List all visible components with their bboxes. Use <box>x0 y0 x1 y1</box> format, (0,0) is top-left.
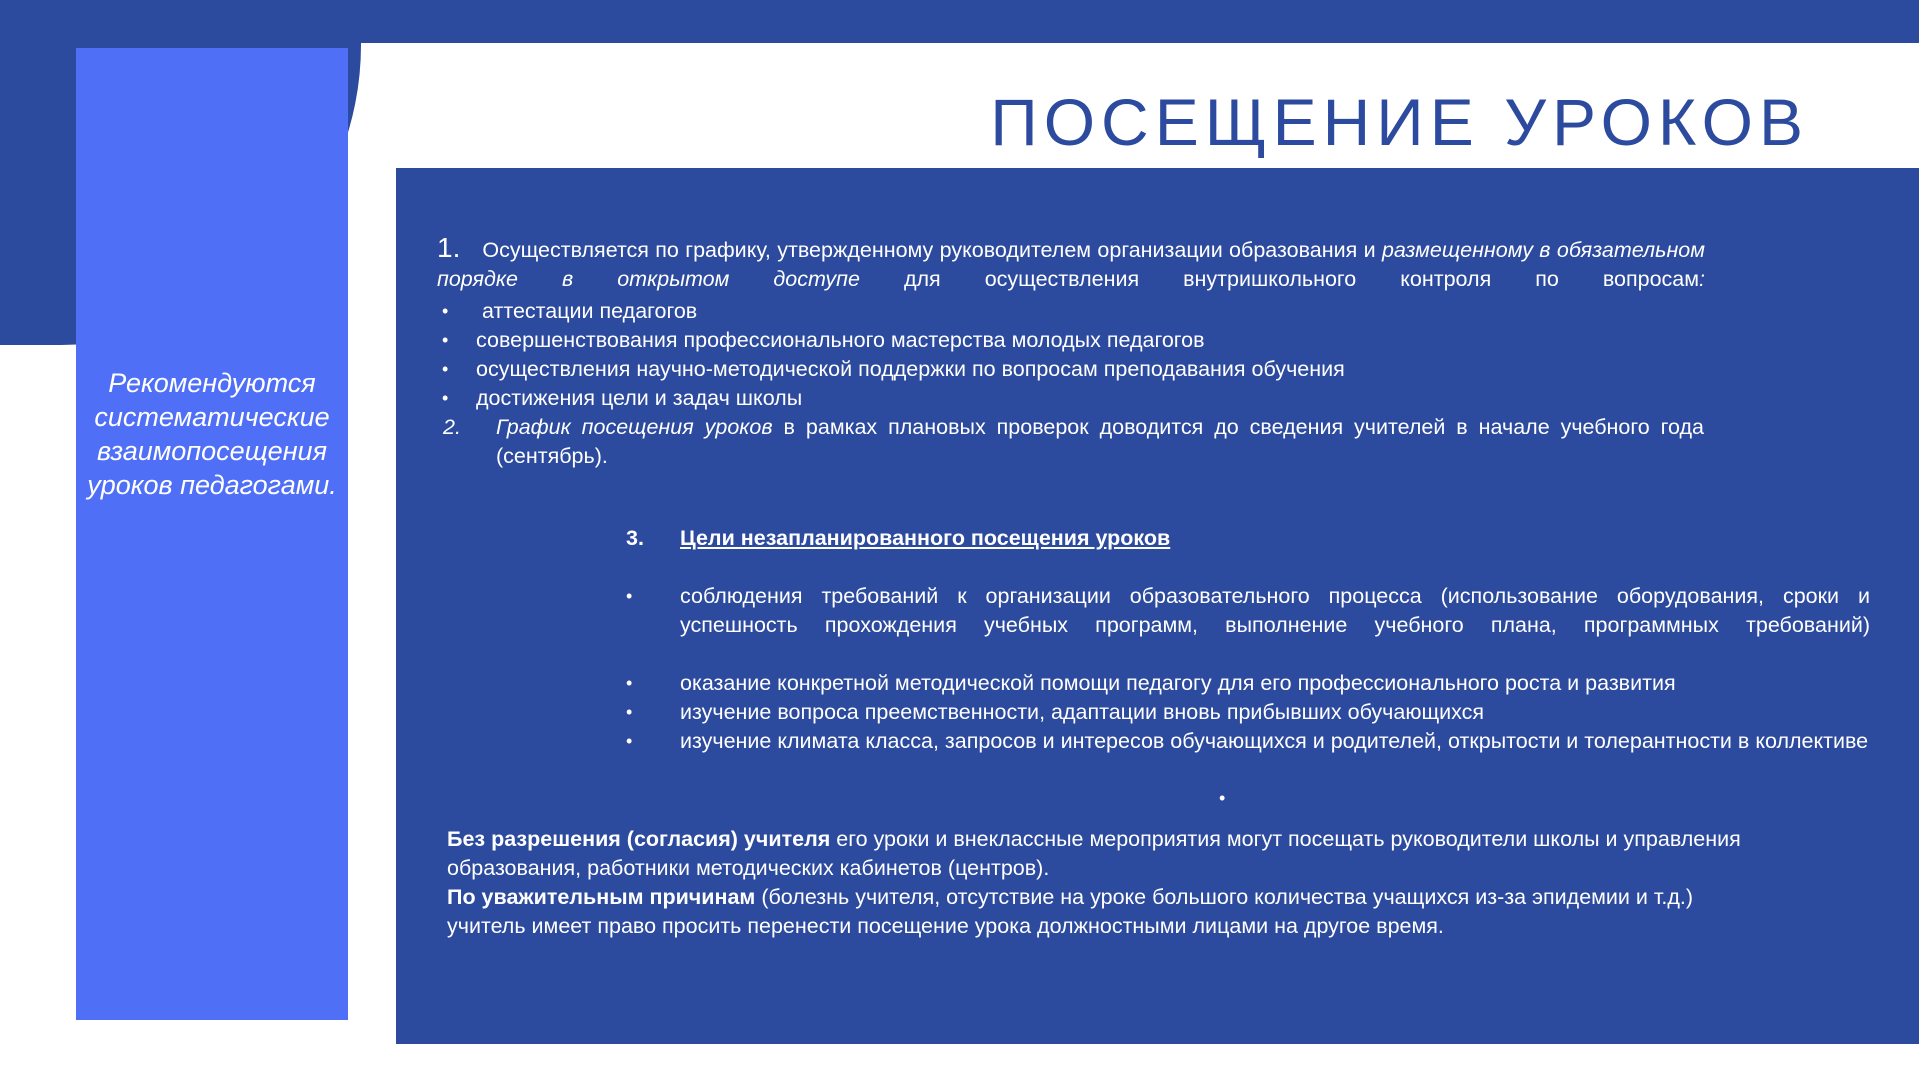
section1-bullet-4: достижения цели и задач школы <box>476 386 803 410</box>
bullet-dot: • <box>626 586 633 606</box>
section2-italic: График посещения уроков <box>496 415 773 439</box>
section2-text <box>496 413 1704 471</box>
footer-paragraph-2 <box>447 883 1767 941</box>
section1-bullet-1: аттестации педагогов <box>482 299 698 323</box>
section3-title: Цели незапланированного посещения уроков <box>680 526 1171 550</box>
section1-text-end: : <box>1699 267 1705 291</box>
side-panel <box>76 48 348 1020</box>
footer-p2-bold: По уважительным причинам <box>447 885 756 909</box>
bullet-dot: • <box>442 330 449 350</box>
bullet-dot: • <box>626 731 633 751</box>
bullet-dot: • <box>442 301 449 321</box>
section2-rest: в рамках плановых проверок доводится до сведения учителей в начале учебного года (сентябрь). <box>496 415 1705 468</box>
section1-bullet-3: осуществления научно-методической поддержки по вопросам преподавания обучения <box>476 357 1345 381</box>
slide-title: ПОСЕЩЕНИЕ УРОКОВ <box>990 85 1809 159</box>
section1-text-italic: размещенному в обязательном порядке в открытом доступе <box>437 238 1705 291</box>
bullet-dot: • <box>626 673 633 693</box>
section3-heading <box>626 524 1170 553</box>
bullet-dot: • <box>442 388 449 408</box>
footer-paragraph-1 <box>447 825 1767 883</box>
footer-p1-rest: его уроки и внеклассные мероприятия могут посещать руководители школы и управления образования, работники методических кабинетов (центров). <box>447 827 1741 880</box>
section1-intro <box>437 233 1705 294</box>
section3-bullet-3: изучение вопроса преемственности, адаптации вновь прибывших обучающихся <box>680 700 1485 724</box>
section1-number: 1. <box>437 232 461 263</box>
footer-p2-rest: (болезнь учителя, отсутствие на уроке большого количества учащихся из-за эпидемии и т.д.) учитель имеет право просить перенести посещение урока должностными лицами на другое время. <box>447 885 1694 938</box>
footer-p1-bold: Без разрешения (согласия) учителя <box>447 827 831 851</box>
section1-text-part2: для осуществления внутришкольного контроля по вопросам <box>859 267 1700 291</box>
bullet-dot: • <box>442 359 449 379</box>
bullet-dot: • <box>626 702 633 722</box>
section3-bullet-1: соблюдения требований к организации образовательного процесса (использование оборудования, сроки и успешность прохождения учебных программ, выполнение учебного плана, программных требований) <box>680 584 1870 637</box>
section1-bullet-2: совершенствования профессионального мастерства молодых педагогов <box>476 328 1205 352</box>
section3-number: 3. <box>626 526 644 550</box>
stray-bullet: • <box>1219 788 1226 808</box>
side-note: Рекомендуются систематические взаимопосещения уроков педагогами. <box>87 368 337 500</box>
section1-text-part1: Осуществляется по графику, утвержденному руководителем организации образования и <box>482 238 1382 262</box>
section3-bullet-2: оказание конкретной методической помощи педагогу для его профессионального роста и развития <box>680 671 1676 695</box>
section2-number: 2. <box>443 415 461 439</box>
section3-bullet-4: изучение климата класса, запросов и интересов обучающихся и родителей, открытости и толерантности в коллективе <box>680 729 1869 753</box>
